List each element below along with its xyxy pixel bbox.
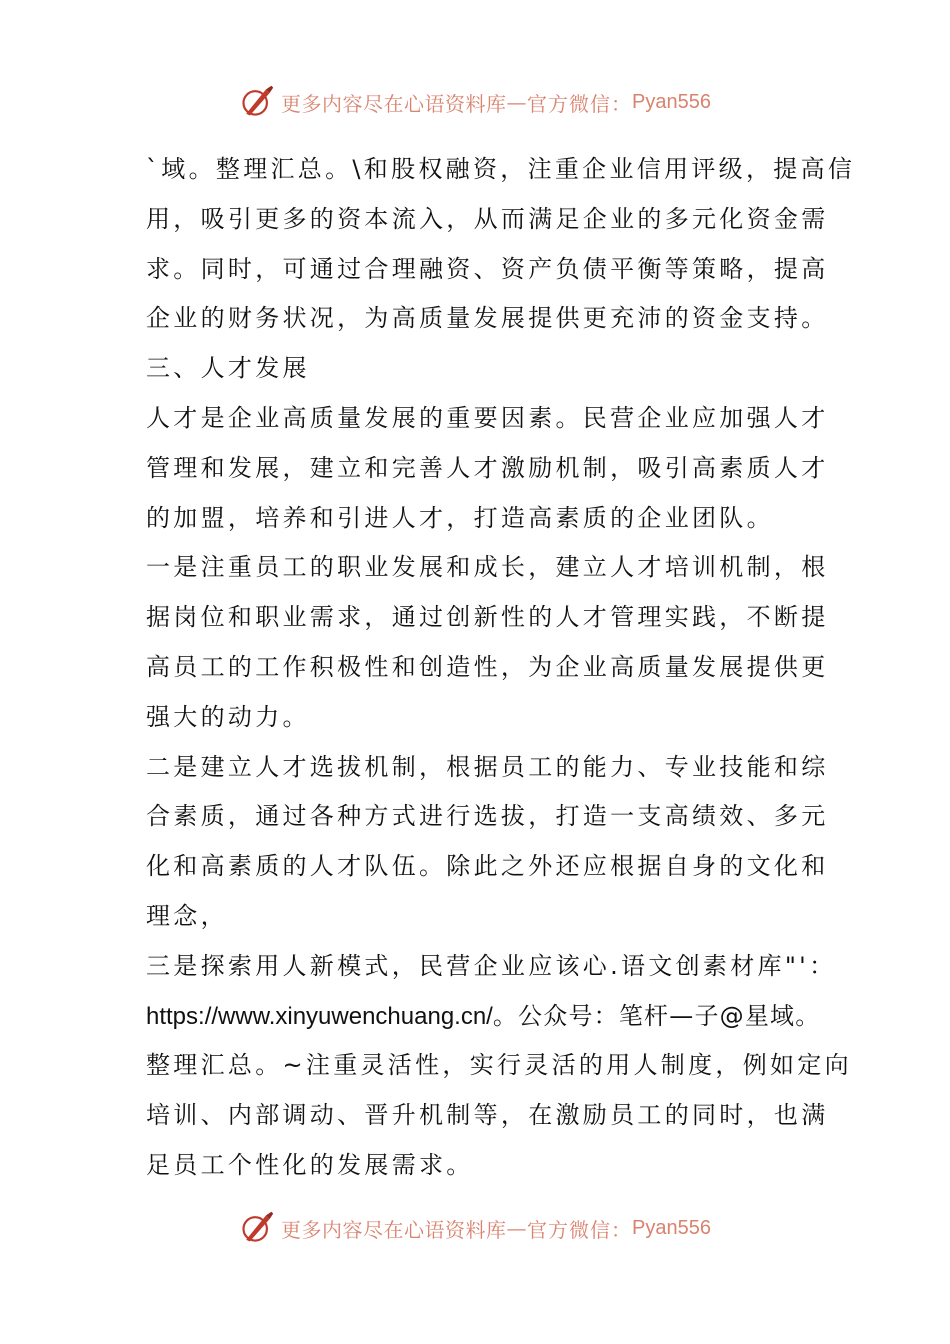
header-main-text: 更多内容尽在心语资料库 — [281, 91, 507, 116]
body-line: 三是探索用人新模式，民营企业应该心.语文创素材库"'： — [146, 951, 837, 980]
document-body — [146, 145, 856, 1191]
pen-nib-circle-icon — [239, 1210, 275, 1246]
header-separator: — — [506, 90, 528, 114]
header-wechat-id: Pyan556 — [632, 90, 711, 113]
url-line-suffix: 。公众号：笔杆—子@星域。 — [492, 1001, 821, 1030]
footer-wechat-id: Pyan556 — [632, 1216, 711, 1239]
body-line: 管理和发展，建立和完善人才激励机制，吸引高素质人才 — [146, 453, 829, 482]
body-line: 人才是企业高质量发展的重要因素。民营企业应加强人才 — [146, 403, 829, 432]
body-line: 化和高素质的人才队伍。除此之外还应根据自身的文化和 — [146, 852, 829, 881]
body-line: 整理汇总。~注重灵活性，实行灵活的用人制度，例如定向 — [146, 1051, 852, 1080]
body-line: 一是注重员工的职业发展和成长，建立人才培训机制，根 — [146, 553, 829, 582]
header-banner — [0, 82, 950, 122]
body-line: 高员工的工作积极性和创造性，为企业高质量发展提供更 — [146, 652, 829, 681]
pen-nib-circle-icon — [239, 84, 275, 120]
body-line: 二是建立人才选拔机制，根据员工的能力、专业技能和综 — [146, 752, 829, 781]
body-line: 强大的动力。 — [146, 702, 310, 731]
header-sub-text: 官方微信： — [527, 91, 633, 116]
footer-banner — [0, 1208, 950, 1248]
body-line: 企业的财务状况，为高质量发展提供更充沛的资金支持。 — [146, 304, 829, 333]
body-line: `域。整理汇总。\和股权融资，注重企业信用评级，提高信 — [146, 155, 856, 183]
body-line: 的加盟，培养和引进人才，打造高素质的企业团队。 — [146, 503, 774, 532]
footer-sub-text: 官方微信： — [527, 1217, 633, 1242]
url-line — [146, 992, 826, 1042]
footer-separator: — — [506, 1216, 528, 1240]
body-line: 求。同时，可通过合理融资、资产负债平衡等策略，提高 — [146, 254, 829, 283]
body-line: 理念， — [146, 901, 228, 930]
website-link[interactable]: https://www.xinyuwenchuang.cn/ — [146, 1002, 493, 1030]
footer-main-text: 更多内容尽在心语资料库 — [281, 1217, 507, 1242]
body-line: 用，吸引更多的资本流入，从而满足企业的多元化资金需 — [146, 204, 829, 233]
body-line: 据岗位和职业需求，通过创新性的人才管理实践，不断提 — [146, 603, 829, 632]
body-line: 足员工个性化的发展需求。 — [146, 1150, 474, 1179]
body-line: 培训、内部调动、晋升机制等，在激励员工的同时，也满 — [146, 1101, 829, 1130]
body-line: 合素质，通过各种方式进行选拔，打造一支高绩效、多元 — [146, 802, 829, 831]
section-heading: 三、人才发展 — [146, 354, 310, 383]
